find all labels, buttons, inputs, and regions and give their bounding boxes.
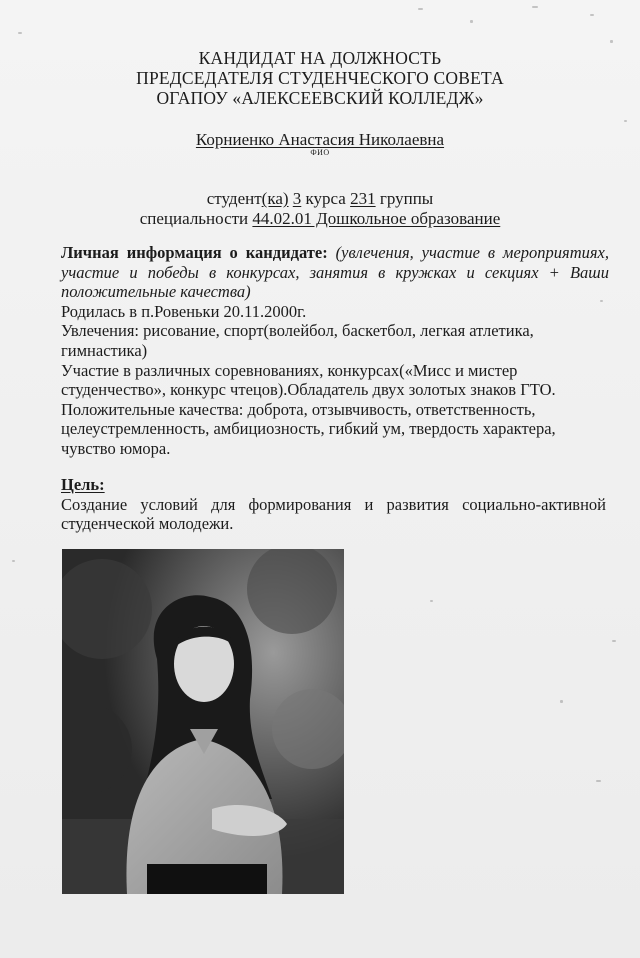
candidate-name [0,130,640,150]
heading-line-2: ПРЕДСЕДАТЕЛЯ СТУДЕНЧЕСКОГО СОВЕТА [136,68,504,88]
course-number: 3 [292,189,302,208]
goal-section [61,475,606,534]
info-line-2: Увлечения: рисование, спорт(волейбол, баскетбол, легкая атлетика, [61,321,534,341]
specialty-line [0,209,640,229]
personal-info-label: Личная информация о кандидате: [61,243,328,262]
student-suffix: (ка) [261,189,289,208]
personal-info-intro [61,243,609,302]
course-word: курса [305,189,346,208]
student-prefix: студент [206,189,262,208]
heading-line-1: КАНДИДАТ НА ДОЛЖНОСТЬ [198,48,442,68]
info-line-7: целеустремленность, амбициозность, гибкий ум, твердость характера, [61,419,556,439]
info-line-6: Положительные качества: доброта, отзывчивость, ответственность, [61,399,536,419]
specialty-value: 44.02.01 Дошкольное образование [252,209,501,228]
info-line-8: чувство юмора. [61,438,171,458]
heading-line-3: ОГАПОУ «АЛЕКСЕЕВСКИЙ КОЛЛЕДЖ» [156,88,484,108]
info-line-4: Участие в различных соревнованиях, конкурсах(«Мисс и мистер [61,360,518,380]
candidate-photo [62,549,344,894]
personal-info-hint: (увлечения, участие в мероприятиях, участие и победы в конкурсах, занятия в кружках и секциях + Ваши положительные качества) [61,243,609,302]
group-number: 231 [350,189,376,208]
info-line-5: студенчество», конкурс чтецов).Обладатель двух золотых знаков ГТО. [61,380,556,400]
student-info [0,189,640,229]
goal-text: Создание условий для формирования и развития социально-активной студенческой молодежи. [61,494,606,534]
fio-caption: ФИО [310,148,330,157]
document-heading [0,48,640,108]
specialty-prefix: специальности [139,209,249,228]
info-line-3: гимнастика) [61,340,148,360]
portrait-illustration [62,549,344,894]
personal-info-section [61,243,609,459]
goal-title: Цель: [61,475,105,494]
student-line [0,189,640,209]
info-line-1: Родилась в п.Ровеньки 20.11.2000г. [61,301,307,321]
group-word: группы [379,189,434,208]
candidate-full-name: Корниенко Анастасия Николаевна [195,130,445,149]
